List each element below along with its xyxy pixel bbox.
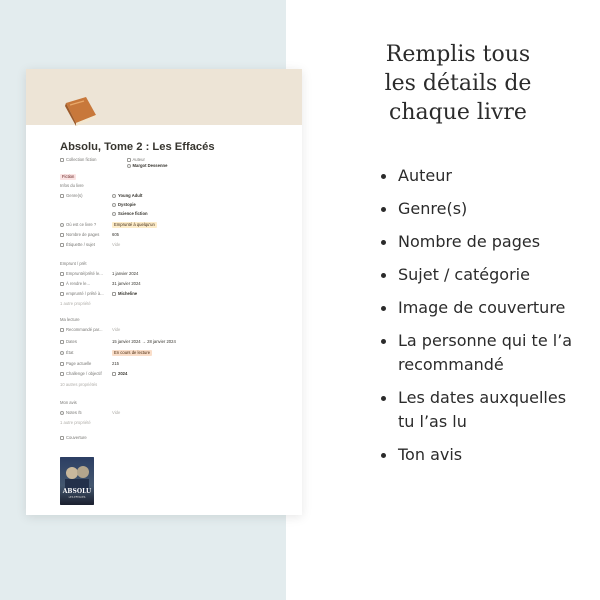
author-icon [127,158,131,162]
collection-property[interactable] [60,157,97,182]
calendar-icon [60,272,64,276]
status-icon [60,351,64,355]
person-icon [127,164,131,168]
feature-item: La personne qui te l’a recommandé [378,329,583,377]
pages-value[interactable]: 605 [112,232,119,237]
book-emoji-icon[interactable] [60,93,100,131]
location-tag[interactable]: Emprunté à quelqu'un [114,222,155,227]
genre-icon [112,212,116,216]
genre-item[interactable]: Science fiction [112,211,148,217]
rating-property[interactable]: Notes /5 [60,410,82,416]
page-icon [112,372,116,376]
fiction-tag[interactable]: Fiction [62,174,75,179]
borrowed-on-value[interactable]: 1 janvier 2024 [112,271,139,276]
page-title[interactable]: Absolu, Tome 2 : Les Effacés [60,141,215,153]
book-cover-image[interactable] [60,457,94,505]
book-cover-art [60,457,94,505]
borrowed-on-property[interactable]: Emprunté/prêté le... [60,271,103,277]
challenge-value[interactable]: 2024 [112,371,127,377]
genres-icon [60,194,64,198]
relation-icon [60,292,64,296]
borrowed-from-value[interactable]: Micheline [112,291,137,297]
number-icon [60,362,64,366]
recommended-property[interactable]: Recommandé par... [60,327,103,333]
author-value[interactable]: Margot Dessenne [132,163,168,168]
section-review[interactable]: Mon avis [60,400,77,405]
status-property[interactable]: État [60,350,73,356]
where-property[interactable]: Où est ce livre ? [60,222,96,228]
collection-label: Collection fiction [66,157,97,162]
feature-item: Nombre de pages [378,230,583,254]
genre-icon [112,203,116,207]
topic-property[interactable]: Étiquette / sujet [60,242,95,248]
section-book-info[interactable]: Infos du livre [60,183,84,188]
calendar-icon [60,282,64,286]
borrowed-from-property[interactable]: emprunté / prêté à... [60,291,104,297]
collection-icon [60,158,64,162]
return-on-property[interactable]: À rendre le... [60,281,90,287]
cover-image-property[interactable]: Couverture [60,435,87,441]
header-properties [60,157,167,182]
feature-item: Les dates auxquelles tu l’as lu [378,386,583,434]
author-property[interactable] [127,157,168,182]
calendar-icon [60,340,64,344]
feature-item: Genre(s) [378,197,583,221]
section-reading[interactable]: Ma lecture [60,317,80,322]
more-properties-toggle[interactable]: 1 autre propriété [60,420,91,425]
attachment-icon [60,436,64,440]
more-properties-toggle[interactable]: 10 autres propriétés [60,382,98,387]
dates-property[interactable]: Dates [60,339,77,345]
more-properties-toggle[interactable]: 1 autre propriété [60,301,91,306]
challenge-property[interactable]: Challenge / objectif [60,371,102,377]
thumb-title: ABSOLU [62,488,92,495]
rating-value[interactable]: Vide [112,410,121,415]
feature-item: Auteur [378,164,583,188]
relation-icon [60,372,64,376]
current-page-property[interactable]: Page actuelle [60,361,91,367]
feature-list [378,164,583,476]
feature-item: Ton avis [378,443,583,467]
author-label: Auteur [132,157,145,162]
feature-item: Sujet / catégorie [378,263,583,287]
current-page-value[interactable]: 215 [112,361,119,366]
thumb-subtitle: LES EFFACÉS [68,496,86,499]
status-tag[interactable]: En cours de lecture [114,350,151,355]
topic-value[interactable]: Vide [112,242,121,247]
genre-item[interactable]: Dystopie [112,202,136,208]
recommended-value[interactable]: Vide [112,327,121,332]
notion-page-card [26,69,302,515]
section-borrow[interactable]: Emprunt / prêt [60,261,87,266]
return-on-value[interactable]: 31 janvier 2024 [112,281,141,286]
dates-value[interactable]: 15 janvier 2024 → 28 janvier 2024 [112,339,176,344]
rating-icon [60,411,64,415]
genre-item[interactable]: Young Adult [112,193,142,199]
genres-property[interactable]: Genre(s) [60,193,83,199]
number-icon [60,233,64,237]
tag-icon [60,243,64,247]
page-icon [112,292,116,296]
pages-property[interactable]: Nombre de pages [60,232,99,238]
feature-item: Image de couverture [378,296,583,320]
marketing-heading: Remplis tous les détails de chaque livre [384,42,532,125]
genre-icon [112,194,116,198]
relation-icon [60,328,64,332]
location-icon [60,223,64,227]
